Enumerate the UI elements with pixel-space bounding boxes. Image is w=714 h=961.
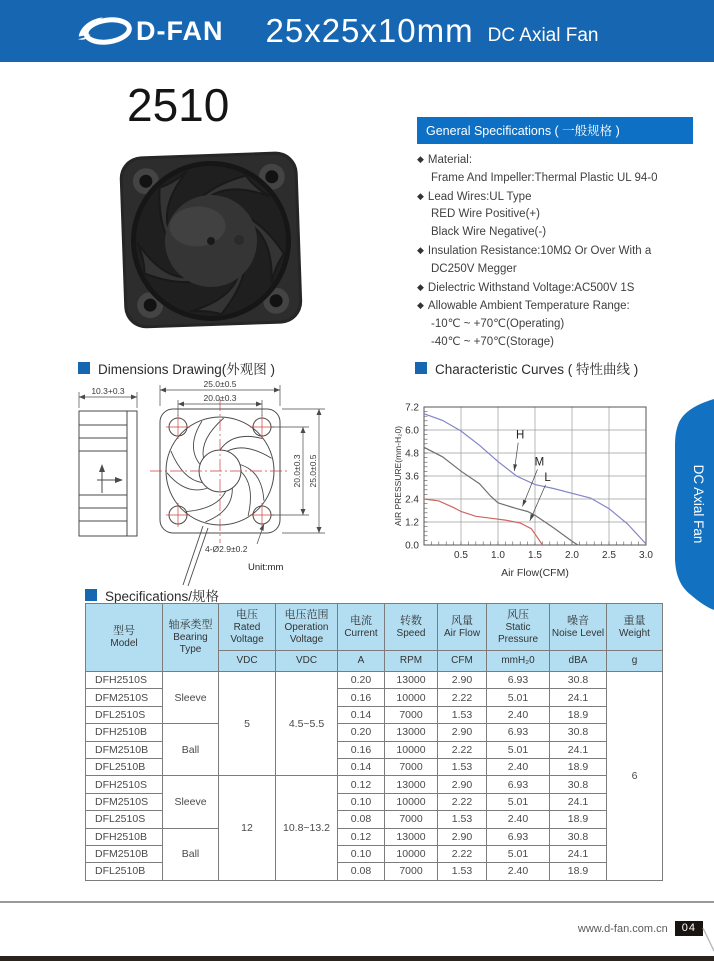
- model-cell: DFH2510B: [86, 724, 163, 741]
- current-cell: 0.20: [338, 672, 385, 689]
- model-cell: DFL2510S: [86, 706, 163, 723]
- col-header-8: 噪音 Noise Level: [550, 604, 607, 651]
- pressure-cell: 2.40: [487, 863, 550, 880]
- model-number: 2510: [127, 79, 230, 131]
- spec-line: [417, 261, 693, 279]
- col-header-5: 转数 Speed: [385, 604, 438, 651]
- unit-header-9: g: [607, 651, 663, 672]
- brand-name: D-FAN: [136, 15, 224, 46]
- noise-cell: 18.9: [550, 758, 607, 775]
- dim-height-outer: 25.0±0.5: [308, 454, 318, 488]
- noise-cell: 30.8: [550, 672, 607, 689]
- spec-line-text: RED Wire Positive(+): [431, 208, 540, 221]
- speed-cell: 10000: [385, 741, 438, 758]
- spec-line-text: Black Wire Negative(-): [431, 226, 547, 239]
- col-header-6: 风量 Air Flow: [438, 604, 487, 651]
- speed-cell: 10000: [385, 689, 438, 706]
- spec-line: [417, 170, 693, 188]
- rated-voltage-cell: 12: [219, 776, 276, 880]
- noise-cell: 30.8: [550, 828, 607, 845]
- x-tick-label: 1.0: [491, 550, 505, 561]
- spec-line-text: Dielectric Withstand Voltage:AC500V 1S: [427, 281, 635, 294]
- col-header-7: 风压 Static Pressure: [487, 604, 550, 651]
- speed-cell: 13000: [385, 672, 438, 689]
- noise-cell: 24.1: [550, 845, 607, 862]
- general-specs-header: General Specifications ( 一般规格 ): [417, 117, 693, 144]
- table-row: [86, 672, 663, 689]
- unit-header-4: A: [338, 651, 385, 672]
- spec-line: [417, 151, 693, 170]
- noise-cell: 30.8: [550, 776, 607, 793]
- product-photo: [98, 146, 322, 336]
- pressure-cell: 2.40: [487, 811, 550, 828]
- dim-depth: 10.3+0.3: [91, 386, 125, 396]
- current-cell: 0.08: [338, 863, 385, 880]
- diamond-bullet: ◆: [417, 244, 424, 255]
- pressure-cell: 6.93: [487, 828, 550, 845]
- table-row: [86, 776, 663, 793]
- dimensions-section-title: [78, 358, 275, 378]
- speed-cell: 7000: [385, 758, 438, 775]
- curves-title-text: Characteristic Curves ( 特性曲线 ): [435, 362, 639, 377]
- model-cell: DFL2510S: [86, 811, 163, 828]
- spec-line-text: -40℃ ~ +70℃(Storage): [431, 335, 555, 348]
- model-cell: DFM2510S: [86, 793, 163, 810]
- y-tick-label: 2.4: [405, 494, 419, 506]
- airflow-cell: 2.90: [438, 776, 487, 793]
- col-header-2: 电压 Rated Voltage: [219, 604, 276, 651]
- model-cell: DFH2510S: [86, 776, 163, 793]
- speed-cell: 7000: [385, 863, 438, 880]
- airflow-cell: 2.90: [438, 672, 487, 689]
- y-tick-label: 3.6: [405, 471, 419, 483]
- model-cell: DFH2510S: [86, 672, 163, 689]
- speed-cell: 7000: [385, 811, 438, 828]
- spec-line-text: Material:: [427, 154, 473, 166]
- col-header-0: 型号 Model: [86, 604, 163, 672]
- spec-table-head: [86, 604, 663, 672]
- diamond-bullet: ◆: [417, 300, 424, 311]
- pressure-cell: 6.93: [487, 776, 550, 793]
- noise-cell: 18.9: [550, 811, 607, 828]
- diamond-bullet: ◆: [417, 154, 424, 164]
- bearing-cell: Sleeve: [163, 672, 219, 724]
- spec-table-body: [86, 672, 663, 881]
- speed-cell: 10000: [385, 793, 438, 810]
- col-header-3: 电压范围 Operation Voltage: [276, 604, 338, 651]
- airflow-cell: 2.90: [438, 724, 487, 741]
- noise-cell: 18.9: [550, 706, 607, 723]
- website: www.d-fan.com.cn: [577, 922, 668, 935]
- y-tick-label: 0.0: [405, 540, 419, 552]
- x-tick-label: 3.0: [639, 550, 653, 561]
- pressure-cell: 2.40: [487, 758, 550, 775]
- curve-label-H: H: [516, 429, 525, 442]
- spec-line: [417, 297, 693, 316]
- dfan-logo-icon: [76, 13, 134, 49]
- bearing-cell: Ball: [163, 724, 219, 776]
- operation-voltage-cell: 4.5~5.5: [276, 672, 338, 776]
- y-tick-label: 1.2: [405, 517, 419, 529]
- page-subtitle: DC Axial Fan: [487, 24, 599, 46]
- airflow-cell: 1.53: [438, 706, 487, 723]
- current-cell: 0.14: [338, 706, 385, 723]
- dim-width-outer: 25.0±0.5: [203, 379, 237, 389]
- airflow-cell: 2.22: [438, 689, 487, 706]
- footer: [0, 921, 703, 936]
- dim-height-inner: 20.0±0.3: [292, 454, 302, 488]
- side-tab: [673, 397, 714, 612]
- header: [0, 0, 714, 62]
- side-tab-label: DC Axial Fan: [691, 464, 706, 544]
- page-number-badge: 04: [675, 921, 703, 936]
- unit-header-3: VDC: [276, 651, 338, 672]
- y-tick-label: 4.8: [405, 448, 419, 460]
- speed-cell: 13000: [385, 828, 438, 845]
- airflow-cell: 2.22: [438, 845, 487, 862]
- diamond-bullet: ◆: [417, 190, 424, 201]
- airflow-cell: 2.22: [438, 793, 487, 810]
- pressure-cell: 5.01: [487, 741, 550, 758]
- spec-line-text: Frame And Impeller:Thermal Plastic UL 94-0: [431, 171, 658, 184]
- current-cell: 0.08: [338, 811, 385, 828]
- current-cell: 0.10: [338, 793, 385, 810]
- bottom-bar: [0, 956, 714, 961]
- model-cell: DFH2510B: [86, 828, 163, 845]
- x-tick-label: 2.0: [565, 550, 579, 561]
- spec-line: [417, 279, 693, 298]
- y-tick-label: 6.0: [405, 425, 419, 437]
- blue-square-bullet: [415, 362, 427, 374]
- footer-divider: [0, 901, 714, 903]
- dimensions-title-text: Dimensions Drawing(外观图 ): [98, 362, 276, 377]
- pressure-cell: 6.93: [487, 724, 550, 741]
- curve-label-M: M: [534, 456, 545, 469]
- general-specifications: [417, 117, 693, 352]
- airflow-cell: 1.53: [438, 758, 487, 775]
- spec-line: [417, 188, 693, 207]
- specifications-title-text: Specifications/规格: [105, 589, 220, 604]
- model-cell: DFM2510B: [86, 845, 163, 862]
- pressure-cell: 5.01: [487, 689, 550, 706]
- rated-voltage-cell: 5: [219, 672, 276, 776]
- spec-line-text: Lead Wires:UL Type: [427, 190, 532, 203]
- x-tick-label: 1.5: [528, 550, 542, 561]
- dim-holes: 4-Ø2.9±0.2: [205, 544, 248, 554]
- current-cell: 0.20: [338, 724, 385, 741]
- model-cell: DFL2510B: [86, 863, 163, 880]
- pressure-cell: 5.01: [487, 793, 550, 810]
- airflow-cell: 2.90: [438, 828, 487, 845]
- brand: [76, 13, 224, 49]
- col-header-4: 电流 Current: [338, 604, 385, 651]
- unit-header-5: RPM: [385, 651, 438, 672]
- speed-cell: 13000: [385, 776, 438, 793]
- y-tick-label: 7.2: [405, 402, 419, 414]
- model-cell: DFL2510B: [86, 758, 163, 775]
- annotation-arrowhead: [513, 464, 517, 471]
- curves-section-title: [415, 358, 638, 378]
- diamond-bullet: ◆: [417, 281, 424, 292]
- noise-cell: 24.1: [550, 741, 607, 758]
- general-specs-list: [417, 151, 693, 352]
- speed-cell: 10000: [385, 845, 438, 862]
- noise-cell: 24.1: [550, 793, 607, 810]
- table-row: [86, 828, 663, 845]
- x-tick-label: 0.5: [454, 550, 468, 561]
- model-cell: DFM2510B: [86, 741, 163, 758]
- noise-cell: 18.9: [550, 863, 607, 880]
- current-cell: 0.16: [338, 741, 385, 758]
- weight-cell: 6: [607, 672, 663, 881]
- noise-cell: 30.8: [550, 724, 607, 741]
- table-row: [86, 724, 663, 741]
- col-header-1: 轴承类型 Bearing Type: [163, 604, 219, 672]
- current-cell: 0.12: [338, 776, 385, 793]
- bearing-cell: Sleeve: [163, 776, 219, 828]
- bearing-cell: Ball: [163, 828, 219, 880]
- curve-label-L: L: [544, 471, 551, 484]
- airflow-cell: 1.53: [438, 863, 487, 880]
- dim-unit: Unit:mm: [248, 562, 284, 573]
- pressure-cell: 5.01: [487, 845, 550, 862]
- spec-line-text: DC250V Megger: [431, 262, 517, 275]
- characteristic-curves-chart: [392, 383, 664, 595]
- dimensions-drawing: [75, 378, 390, 590]
- spec-line: [417, 316, 693, 334]
- unit-header-8: dBA: [550, 651, 607, 672]
- current-cell: 0.16: [338, 689, 385, 706]
- x-tick-label: 2.5: [602, 550, 616, 561]
- y-axis-title: AIR PRESSURE(mm-H₂0): [393, 425, 403, 527]
- model-cell: DFM2510S: [86, 689, 163, 706]
- unit-header-7: mmH₂0: [487, 651, 550, 672]
- current-cell: 0.10: [338, 845, 385, 862]
- blue-square-bullet: [85, 589, 97, 601]
- noise-cell: 24.1: [550, 689, 607, 706]
- footer-diagonal-line: [702, 925, 714, 959]
- annotation-arrowhead: [522, 500, 526, 507]
- spec-line-text: -10℃ ~ +70℃(Operating): [431, 318, 565, 331]
- airflow-cell: 2.22: [438, 741, 487, 758]
- current-cell: 0.12: [338, 828, 385, 845]
- unit-header-6: CFM: [438, 651, 487, 672]
- curve-M: [424, 447, 578, 545]
- pressure-cell: 6.93: [487, 672, 550, 689]
- current-cell: 0.14: [338, 758, 385, 775]
- spec-line: [417, 334, 693, 352]
- specifications-table: [85, 603, 663, 881]
- spec-line: [417, 242, 693, 261]
- spec-line: [417, 224, 693, 242]
- dim-width-inner: 20.0±0.3: [203, 393, 237, 403]
- blue-square-bullet: [78, 362, 90, 374]
- speed-cell: 13000: [385, 724, 438, 741]
- unit-header-2: VDC: [219, 651, 276, 672]
- page-title: 25x25x10mm: [265, 12, 474, 49]
- spec-line-text: Insulation Resistance:10MΩ Or Over With a: [427, 244, 652, 257]
- airflow-cell: 1.53: [438, 811, 487, 828]
- x-axis-title: Air Flow(CFM): [501, 567, 569, 579]
- pressure-cell: 2.40: [487, 706, 550, 723]
- spec-line-text: Allowable Ambient Temperature Range:: [427, 300, 630, 313]
- col-header-9: 重量 Weight: [607, 604, 663, 651]
- spec-line: [417, 206, 693, 224]
- speed-cell: 7000: [385, 706, 438, 723]
- operation-voltage-cell: 10.8~13.2: [276, 776, 338, 880]
